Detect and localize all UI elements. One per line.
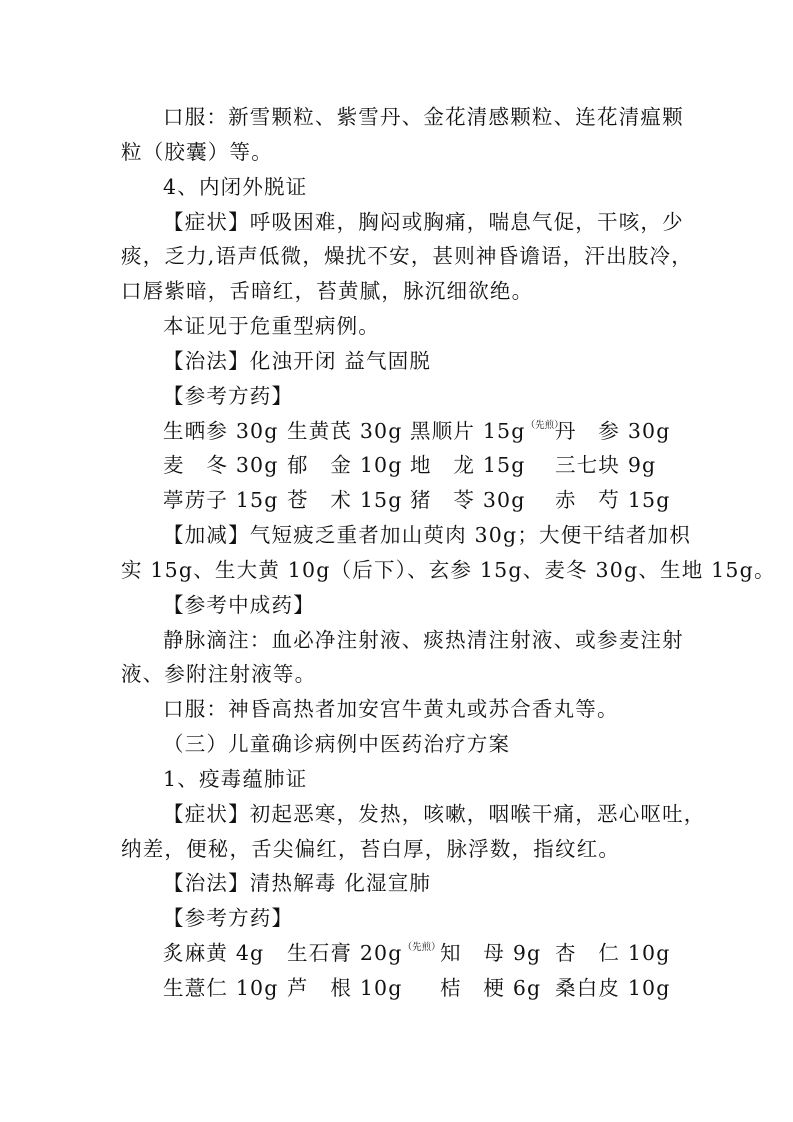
section-heading: （三）儿童确诊病例中医药治疗方案	[163, 732, 511, 756]
herb-item: 生黄芪 30g	[287, 419, 403, 443]
modification-line: 【加减】气短疲乏重者加山萸肉 30g；大便干结者加枳	[163, 523, 691, 547]
herb-item: 炙麻黄 4g	[163, 941, 265, 965]
herb-item: 知 母 9g	[440, 941, 542, 965]
section-heading: 1、疫毒蕴肺证	[163, 767, 308, 791]
herb-note: （先煎）	[525, 420, 564, 431]
symptoms-line: 【症状】初起恶寒，发热，咳嗽，咽喉干痛，恶心呕吐，	[163, 802, 706, 826]
text-line: 实 15g、生大黄 10g（后下）、玄参 15g、麦冬 30g、生地 15g。	[121, 558, 776, 582]
herb-name: 生石膏 20g	[287, 941, 403, 965]
herb-item: 赤 芍 15g	[555, 488, 671, 512]
herb-note: （先煎）	[402, 942, 441, 953]
herb-item: 苍 术 15g	[287, 488, 403, 512]
herb-name: 黑顺片 15g	[410, 419, 526, 443]
herb-item: 麦 冬 30g	[163, 453, 279, 477]
herb-item: 生晒参 30g	[163, 419, 279, 443]
text-line: 本证见于危重型病例。	[163, 314, 380, 338]
patent-medicine-heading: 【参考中成药】	[163, 593, 315, 617]
herb-item: 丹 参 30g	[555, 419, 671, 443]
herb-item: 猪 苓 30g	[410, 488, 526, 512]
symptoms-line: 【症状】呼吸困难，胸闷或胸痛，喘息气促，干咳，少	[163, 210, 684, 234]
herb-item: 地 龙 15g	[410, 453, 526, 477]
text-line: 静脉滴注：血必净注射液、痰热清注射液、或参麦注射	[163, 628, 684, 652]
herb-item: 桑白皮 10g	[555, 976, 671, 1000]
herb-item: 三七块 9g	[555, 453, 657, 477]
text-line: 口唇紫暗，舌暗红，苔黄腻，脉沉细欲绝。	[121, 279, 534, 303]
treatment-line: 【治法】化浊开闭 益气固脱	[163, 349, 432, 373]
herb-item: 芦 根 10g	[287, 976, 403, 1000]
herb-item: 葶苈子 15g	[163, 488, 279, 512]
text-line: 粒（胶囊）等。	[121, 140, 273, 164]
herb-item: 郁 金 10g	[287, 453, 403, 477]
prescription-heading: 【参考方药】	[163, 384, 294, 408]
herb-item: 杏 仁 10g	[555, 941, 671, 965]
herb-item	[410, 419, 564, 448]
text-line: 口服：新雪颗粒、紫雪丹、金花清感颗粒、连花清瘟颗	[163, 105, 684, 129]
herb-item: 桔 梗 6g	[440, 976, 542, 1000]
treatment-line: 【治法】清热解毒 化湿宣肺	[163, 871, 432, 895]
prescription-heading: 【参考方药】	[163, 906, 294, 930]
text-line: 痰，乏力,语声低微，燥扰不安，甚则神昏谵语，汗出肢冷，	[121, 244, 693, 268]
text-line: 液、参附注射液等。	[121, 662, 317, 686]
section-heading: 4、内闭外脱证	[163, 175, 308, 199]
text-line: 口服：神昏高热者加安宫牛黄丸或苏合香丸等。	[163, 697, 619, 721]
text-line: 纳差，便秘，舌尖偏红，苔白厚，脉浮数，指纹红。	[121, 837, 621, 861]
herb-item	[287, 941, 441, 970]
herb-item: 生薏仁 10g	[163, 976, 279, 1000]
